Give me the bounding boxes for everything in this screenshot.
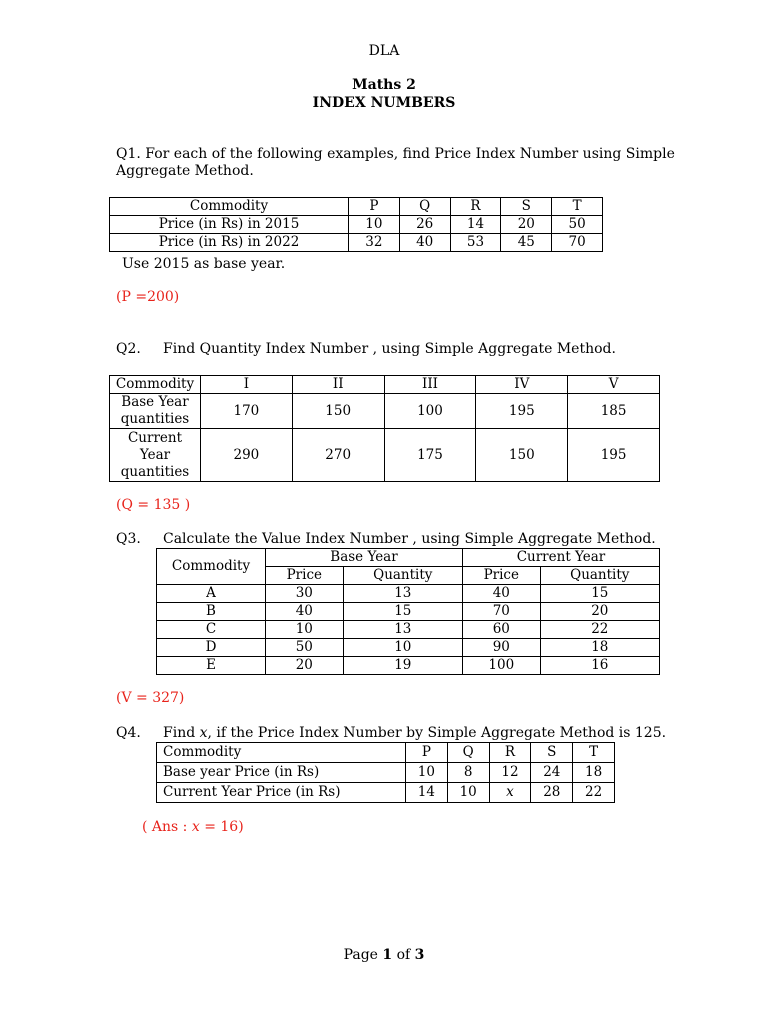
table-cell: 22 [573, 783, 615, 803]
table-row [157, 763, 615, 783]
table-cell: 50 [266, 639, 344, 657]
table-row [157, 585, 660, 603]
table-cell: 40 [462, 585, 540, 603]
table-cell: Base Year [266, 549, 463, 567]
table-row [157, 639, 660, 657]
q4-text [163, 725, 666, 741]
table-cell: 70 [462, 603, 540, 621]
table-cell: 195 [476, 394, 568, 429]
q4-number: Q4. [116, 725, 141, 741]
table-cell: 53 [450, 234, 501, 252]
table-row [110, 376, 660, 394]
table-cell: 90 [462, 639, 540, 657]
table-cell: Quantity [343, 567, 462, 585]
table-cell: 10 [406, 763, 448, 783]
table-row [110, 234, 603, 252]
table-row [110, 198, 603, 216]
q4-answer-prefix: ( Ans : [142, 819, 192, 835]
table-cell: 13 [343, 585, 462, 603]
q4-answer [142, 819, 244, 835]
table-cell: 16 [540, 657, 659, 675]
table-cell: 30 [266, 585, 344, 603]
row-label-line: Current [127, 429, 183, 446]
table-cell: 150 [476, 429, 568, 482]
table-cell: 15 [540, 585, 659, 603]
table-cell: 10 [343, 639, 462, 657]
table-cell: 60 [462, 621, 540, 639]
table-cell: Price [266, 567, 344, 585]
table-cell: 50 [552, 216, 603, 234]
table-cell: 100 [384, 394, 476, 429]
table-cell: II [292, 376, 384, 394]
table-cell: Current Year Price (in Rs) [157, 783, 406, 803]
table-cell [110, 394, 201, 429]
table-cell: T [573, 743, 615, 763]
page-footer [0, 947, 768, 963]
table-cell: Price (in Rs) in 2015 [110, 216, 349, 234]
table-cell: Commodity [110, 376, 201, 394]
table-cell [110, 429, 201, 482]
q1-answer: (P =200) [116, 289, 180, 305]
q4-text-after: , if the Price Index Number by Simple Aggregate Method is 125. [207, 725, 667, 741]
table-cell: 24 [531, 763, 573, 783]
table-cell: I [201, 376, 293, 394]
table-cell: S [531, 743, 573, 763]
q1-text-line2: Aggregate Method. [116, 163, 254, 179]
table-row [157, 549, 660, 567]
table-cell: 150 [292, 394, 384, 429]
q3-table [156, 548, 660, 675]
table-cell: 175 [384, 429, 476, 482]
table-cell: 20 [266, 657, 344, 675]
table-cell: III [384, 376, 476, 394]
table-cell: 14 [406, 783, 448, 803]
q2-table [109, 375, 660, 482]
table-cell: Price (in Rs) in 2022 [110, 234, 349, 252]
table-cell: Q [399, 198, 450, 216]
subject-title: Maths 2 [352, 77, 416, 93]
table-cell: 10 [447, 783, 489, 803]
table-row [157, 783, 615, 803]
q2-answer: (Q = 135 ) [116, 497, 191, 513]
page-word: Page [343, 947, 383, 963]
table-cell: 8 [447, 763, 489, 783]
table-cell: Base year Price (in Rs) [157, 763, 406, 783]
page-total: 3 [414, 947, 425, 963]
table-row [157, 603, 660, 621]
q4-variable: x [199, 725, 208, 741]
table-cell: A [157, 585, 266, 603]
table-cell: Commodity [157, 743, 406, 763]
page-number: 1 [382, 947, 393, 963]
table-cell: 19 [343, 657, 462, 675]
table-cell: IV [476, 376, 568, 394]
table-cell: 10 [266, 621, 344, 639]
table-cell: 290 [201, 429, 293, 482]
table-cell: P [349, 198, 400, 216]
header-org: DLA [368, 43, 400, 59]
table-cell: Price [462, 567, 540, 585]
table-row [110, 429, 660, 482]
q2-number: Q2. [116, 341, 141, 357]
table-cell: 45 [501, 234, 552, 252]
table-row [110, 216, 603, 234]
table-cell: T [552, 198, 603, 216]
table-cell: E [157, 657, 266, 675]
table-cell: Quantity [540, 567, 659, 585]
topic-title: INDEX NUMBERS [312, 95, 456, 111]
q4-answer-variable: x [191, 819, 200, 835]
table-cell: B [157, 603, 266, 621]
row-label-line: quantities [120, 463, 190, 480]
table-cell: 15 [343, 603, 462, 621]
table-cell: 12 [489, 763, 531, 783]
table-row [157, 621, 660, 639]
table-cell: 14 [450, 216, 501, 234]
table-row [157, 743, 615, 763]
table-cell: R [489, 743, 531, 763]
q3-answer: (V = 327) [116, 690, 185, 706]
q3-number: Q3. [116, 531, 141, 547]
of-word: of [392, 947, 415, 963]
table-cell: Q [447, 743, 489, 763]
table-cell: 195 [568, 429, 660, 482]
q1-text-line1: Q1. For each of the following examples, find Price Index Number using Simple [116, 146, 675, 162]
table-row [110, 394, 660, 429]
table-cell: 10 [349, 216, 400, 234]
table-cell: 26 [399, 216, 450, 234]
table-cell: 170 [201, 394, 293, 429]
table-cell: V [568, 376, 660, 394]
table-cell: D [157, 639, 266, 657]
q4-text-before: Find [163, 725, 200, 741]
table-cell: x [489, 783, 531, 803]
table-cell: Commodity [157, 549, 266, 585]
table-cell: Current Year [462, 549, 659, 567]
table-cell: 13 [343, 621, 462, 639]
row-label-line: Year [139, 446, 171, 463]
table-cell: Commodity [110, 198, 349, 216]
table-cell: 20 [501, 216, 552, 234]
table-cell: 100 [462, 657, 540, 675]
table-cell: C [157, 621, 266, 639]
table-cell: 40 [266, 603, 344, 621]
table-cell: 18 [573, 763, 615, 783]
table-cell: 28 [531, 783, 573, 803]
table-cell: 32 [349, 234, 400, 252]
q1-note: Use 2015 as base year. [122, 256, 286, 272]
table-cell: 18 [540, 639, 659, 657]
table-cell: 270 [292, 429, 384, 482]
table-row [157, 657, 660, 675]
table-cell: 40 [399, 234, 450, 252]
q3-text: Calculate the Value Index Number , using Simple Aggregate Method. [163, 531, 656, 547]
row-label-line: Base Year [121, 394, 189, 410]
table-cell: 70 [552, 234, 603, 252]
q4-answer-suffix: = 16) [199, 819, 244, 835]
q1-table [109, 197, 603, 252]
table-cell: 185 [568, 394, 660, 429]
table-cell: 20 [540, 603, 659, 621]
table-cell: R [450, 198, 501, 216]
table-cell: S [501, 198, 552, 216]
row-label-line: quantities [120, 411, 190, 427]
table-cell: P [406, 743, 448, 763]
q2-text: Find Quantity Index Number , using Simple Aggregate Method. [163, 341, 616, 357]
table-cell: 22 [540, 621, 659, 639]
q4-table [156, 742, 615, 803]
